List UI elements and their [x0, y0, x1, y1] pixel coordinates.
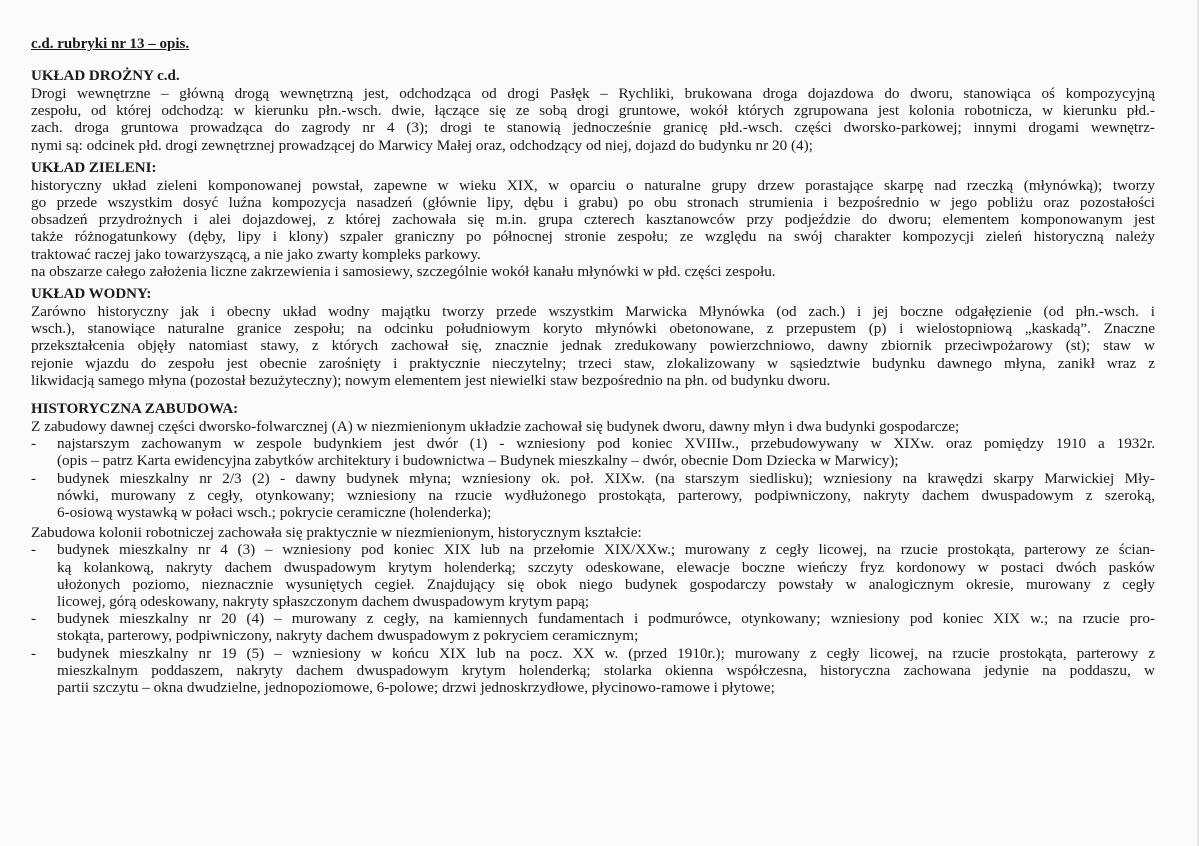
section-heading-historic-buildings: HISTORYCZNA ZABUDOWA:	[31, 401, 239, 418]
list-item-line: ką kolankową, nakryty dachem dwuspadowym krytym holenderką; szczyty odeskowane, elewacje boczne wieńczy fryz kordonowy w postaci dwóch pasków	[57, 558, 1155, 576]
paragraph-line: go przede wszystkim dosyć luźna kompozycja nasadzeń (głównie lipy, dębu i grabu) po obu stronach strumienia i bezpośrednio w jego pobliżu oraz pozostałości	[31, 194, 1155, 212]
paragraph-line: Drogi wewnętrzne – główną drogą wewnętrzną jest, odchodząca od drogi Pasłęk – Rychliki, brukowana droga dojazdowa do dworu, stanowiąca oś kompozycyjną	[31, 85, 1155, 102]
list-item-line: 6-osiową wystawką w połaci wsch.; pokrycie ceramiczne (holenderka);	[57, 504, 492, 522]
paragraph-line: rejonie wjazdu do zespołu jest obecnie zarośnięty i praktycznie nieczytelny; trzeci staw, zlokalizowany w sąsiedztwie budynku dawnego młyna, zanikł wraz z	[31, 354, 1155, 372]
list-item-line: stokąta, parterowy, podpiwniczony, nakryty dachem dwuspadowym z pokryciem ceramicznym;	[57, 627, 639, 645]
list-item-line: budynek mieszkalny nr 2/3 (2) - dawny budynek młyna; wzniesiony ok. poł. XIXw. (na starszym siedlisku); wzniesiony na krawędzi skarpy Marwickiej Mły-	[57, 469, 1155, 487]
list-item	[31, 435, 1155, 469]
list-item	[31, 541, 1155, 610]
bullet-dash: -	[31, 435, 37, 453]
list-item-line: partii szczytu – okna dwudzielne, jednopoziomowe, 6-polowe; drzwi jednoskrzydłowe, płycinowo-ramowe i płytowe;	[57, 679, 775, 697]
paragraph-line: obsadzeń przydrożnych i alei dojazdowej, z której zachowała się m.in. grupa czterech kasztanowców przy podjeździe do dworu; elementem komponowanym jest	[31, 211, 1155, 229]
paragraph-line: zespołu, od której odchodzą: w kierunku płn.-wsch. dwie, łączące się ze sobą drogi gruntowe, wokół których zgrupowana jest kolonia robotnicza, w kierunku płd.-	[31, 102, 1155, 120]
paragraph-line: Zarówno historyczny jak i obecny układ wodny majątku tworzy przede wszystkim Marwicka Młynówka (od zach.) i jej boczne odgałęzienie (od płn.-wsch. i	[31, 303, 1155, 321]
list-item-line: najstarszym zachowanym w zespole budynkiem jest dwór (1) - wzniesiony pod koniec XVIIIw., przebudowywany w XIXw. oraz pomiędzy 1910 a 1932r.	[57, 435, 1155, 453]
list-item-line: budynek mieszkalny nr 20 (4) – murowany z cegły, na kamiennych fundamentach i podmurówce, otynkowany; wzniesiony pod koniec XIX w.; na rzucie pro-	[57, 610, 1155, 628]
list-item-line: mieszkalnym poddaszem, nakryty dachem dwuspadowym krytym holenderką; stolarka okienna współczesna, historyczna zachowana jedynie na poddaszu, w	[57, 661, 1155, 679]
list-item-line: budynek mieszkalny nr 4 (3) – wzniesiony pod koniec XIX lub na przełomie XIX/XXw.; murowany z cegły licowej, na rzucie prostokąta, parterowy ze ścian-	[57, 541, 1155, 559]
paragraph-line: zach. droga gruntowa prowadząca do zagrody nr 4 (3); drogi te stanowią jednocześnie granicę płd.-wsch. części dworsko-parkowej; innymi drogami wewnętrz-	[31, 119, 1155, 137]
paragraph-line: traktować raczej jako towarzyszącą, a nie jako zwarty kompleks parkowy.	[31, 245, 481, 263]
list-item-line: nówki, murowany z cegły, otynkowany; wzniesiony na rzucie wydłużonego prostokąta, parterowy, podpiwniczony, nakryty dachem dwuspadowym z szeroką,	[57, 486, 1155, 504]
bullet-dash: -	[31, 644, 37, 662]
bullet-dash: -	[31, 541, 37, 559]
bullet-dash: -	[31, 610, 37, 628]
section-heading-road-layout: UKŁAD DROŻNY c.d.	[31, 68, 180, 84]
paragraph-line: wsch.), stanowiące naturalne granice zespołu; na odcinku południowym koryto młynówki obetonowane, z przepustem (p) i wielostopniową „kaskadą”. Znaczne	[31, 320, 1155, 338]
paragraph-line: Z zabudowy dawnej części dworsko-folwarcznej (A) w niezmienionym układzie zachował się budynek dworu, dawny młyn i dwa budynki gospodarcze;	[31, 418, 960, 436]
paragraph-line: nymi są: odcinek płd. drogi zewnętrznej prowadzącej do Marwicy Małej oraz, odchodzący od niej, dojazd do budynku nr 20 (4);	[31, 136, 813, 154]
bullet-dash: -	[31, 469, 37, 487]
section-heading-greenery-layout: UKŁAD ZIELENI:	[31, 159, 157, 176]
list-item	[31, 610, 1155, 644]
list-item-line: ułożonych poziomo, nieznacznie wysuniętych cegieł. Znajdujący się obok niego budynek gospodarczy powstały w analogicznym okresie, murowany z cegły	[57, 575, 1155, 593]
list-item	[31, 470, 1155, 522]
list-item-line: licowej, górą odeskowany, nakryty spłaszczonym dachem dwuspadowym krytym papą;	[57, 593, 590, 611]
paragraph-line: na obszarze całego założenia liczne zakrzewienia i samosiewy, szczególnie wokół kanału młynówki w płd. części zespołu.	[31, 262, 776, 280]
list-item-line: budynek mieszkalny nr 19 (5) – wzniesiony w końcu XIX lub na pocz. XX w. (przed 1910r.); murowany z cegły licowej, na rzucie prostokąta, parterowy z	[57, 644, 1155, 662]
paragraph-line: także różnogatunkowy (dęby, lipy i klony) szpaler graniczny po północnej stronie zespołu; ze względu na swój charakter kompozycji zieleń historyczną należy	[31, 228, 1155, 246]
paragraph-line: przekształcenia objęły natomiast stawy, z których zachował się, znacznie jednak zredukowany powierzchniowo, dawny zbiornik przeciwpożarowy (st); staw w	[31, 337, 1155, 355]
paragraph-line: Zabudowa kolonii robotniczej zachowała się praktycznie w niezmienionym, historycznym kształcie:	[31, 524, 642, 542]
paragraph-line: likwidacją samego młyna (pozostał bezużyteczny); nowym elementem jest niewielki staw bezpośrednio na płn. od budynku dworu.	[31, 371, 831, 389]
continuation-label: c.d. rubryki nr 13 – opis.	[31, 36, 190, 52]
paragraph-line: historyczny układ zieleni komponowanej powstał, zapewne w wieku XIX, w oparciu o naturalne grupy drzew porastające skarpę nad rzeczką (młynówką); tworzy	[31, 176, 1155, 194]
list-item	[31, 645, 1155, 697]
list-item-line: (opis – patrz Karta ewidencyjna zabytków architektury i budownictwa – Budynek mieszkalny – dwór, obecnie Dom Dziecka w Marwicy);	[57, 452, 899, 470]
section-heading-water-layout: UKŁAD WODNY:	[31, 286, 152, 303]
